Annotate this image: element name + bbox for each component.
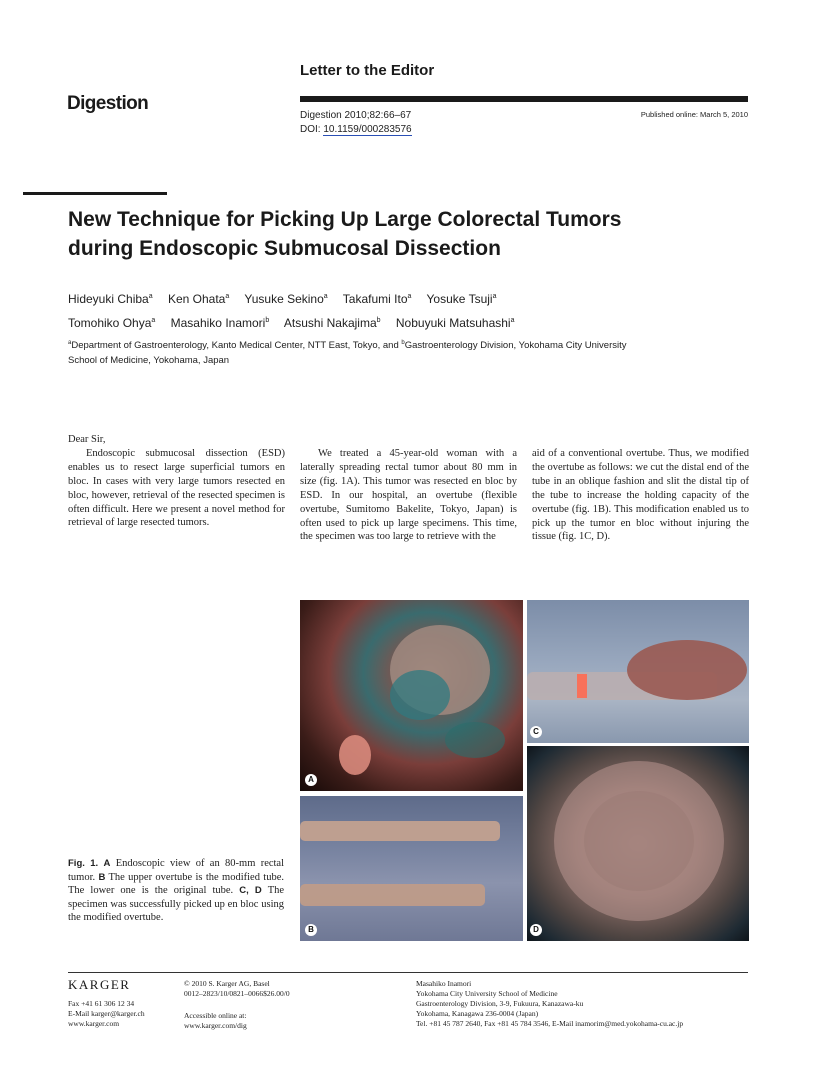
journal-logo: Digestion [67, 93, 149, 114]
doi-link[interactable]: 10.1159/000283576 [323, 124, 412, 135]
panel-label-a: A [305, 774, 317, 786]
citation: Digestion 2010;82:66–67 [300, 110, 412, 121]
author: Masahiko Inamori$^b$ [170, 316, 270, 330]
copyright: © 2010 S. Karger AG, Basel 0012–2823/10/0821–0066$26.00/0 [184, 979, 290, 998]
author: Hideyuki Chiba$^a$ [68, 292, 153, 306]
doi-prefix: DOI: [300, 124, 324, 135]
online-access: Accessible online at: www.karger.com/dig [184, 1011, 247, 1030]
salutation: Dear Sir, [68, 434, 106, 445]
panel-label-b: B [305, 924, 317, 936]
publisher-contact: Fax +41 61 306 12 34 E-Mail karger@karger.ch www.karger.com [68, 999, 145, 1028]
publisher-logo: KARGER [68, 977, 131, 992]
body-column-2 [300, 447, 517, 544]
article-title: New Technique for Picking Up Large Colorectal Tumors during Endoscopic Submucosal Dissection [68, 208, 622, 260]
specimen-image [527, 746, 749, 941]
title-rule [23, 192, 167, 195]
author: Atsushi Nakajima$^b$ [283, 316, 381, 330]
paragraph: Endoscopic submucosal dissection (ESD) enables us to resect large superficial tumors en bloc. In cases with very large tumors resected en bloc, however, retrieval of the resected specimen is often difficult. Here we present a novel method for retrieval of large resected tumors. [68, 447, 285, 529]
author: Takafumi Ito$^a$ [342, 292, 412, 306]
figure-caption: Fig. 1. A Endoscopic view of an 80-mm rectal tumor. B The upper overtube is the modified tube. The lower one is the original tube. C, D The specimen was successfully picked up en bloc using the modified overtube. [68, 858, 285, 924]
paragraph: We treated a 45-year-old woman with a laterally spreading rectal tumor about 80 mm in size (fig. 1A). This tumor was resected en bloc by ESD. In our hospital, an overtube (flexible overtube, Sumitomo Bakelite, Tokyo, Japan) is often used to pick up large specimens. This time, the specimen was too large to retrieve with the [300, 448, 517, 543]
author: Yusuke Sekino$^a$ [244, 292, 328, 306]
overtube-image [300, 796, 523, 941]
endoscopy-image [300, 600, 523, 791]
author-list [68, 286, 688, 334]
figure-panel-c [527, 600, 749, 743]
author: Yosuke Tsuji$^a$ [426, 292, 497, 306]
author: Nobuyuki Matsuhashi$^a$ [395, 316, 515, 330]
paragraph: aid of a conventional overtube. Thus, we modified the overtube as follows: we cut the distal end of the tube in an oblique fashion and slit the distal tip of the tube to increase the holding capacity of the overtube (fig. 1B). This modification enabled us to pick up the tumor en bloc without injuring the tissue (fig. 1C, D). [532, 448, 749, 543]
body-column-1 [68, 433, 285, 530]
figure-panel-b [300, 796, 523, 941]
figure-panel-a [300, 600, 523, 791]
body-column-3 [532, 447, 749, 544]
panel-label-d: D [530, 924, 542, 936]
doi-line [300, 124, 412, 135]
footer-rule [68, 972, 748, 973]
section-label: Letter to the Editor [300, 62, 435, 79]
header-rule [300, 96, 748, 102]
affiliations: $^a$Department of Gastroenterology, Kanto Medical Center, NTT East, Tokyo, and $^b$Gastroenterology Division, Yokohama City University School of Medicine, Yokohama, Japan [68, 340, 627, 367]
author: Ken Ohata$^a$ [167, 292, 230, 306]
published-date: Published online: March 5, 2010 [640, 110, 748, 119]
author: Tomohiko Ohya$^a$ [68, 316, 156, 330]
correspondence: Masahiko Inamori Yokohama City University School of Medicine Gastroenterology Division, 3-9, Fukuura, Kanazawa-ku Yokohama, Kanagawa 236-0004 (Japan) Tel. +81 45 787 2640, Fax +81 45 784 3546, E-Mail inamorim@med.yokohama-cu.ac.jp [416, 979, 684, 1028]
panel-label-c: C [530, 726, 542, 738]
specimen-tube-image [527, 600, 749, 743]
figure-panel-d [527, 746, 749, 941]
